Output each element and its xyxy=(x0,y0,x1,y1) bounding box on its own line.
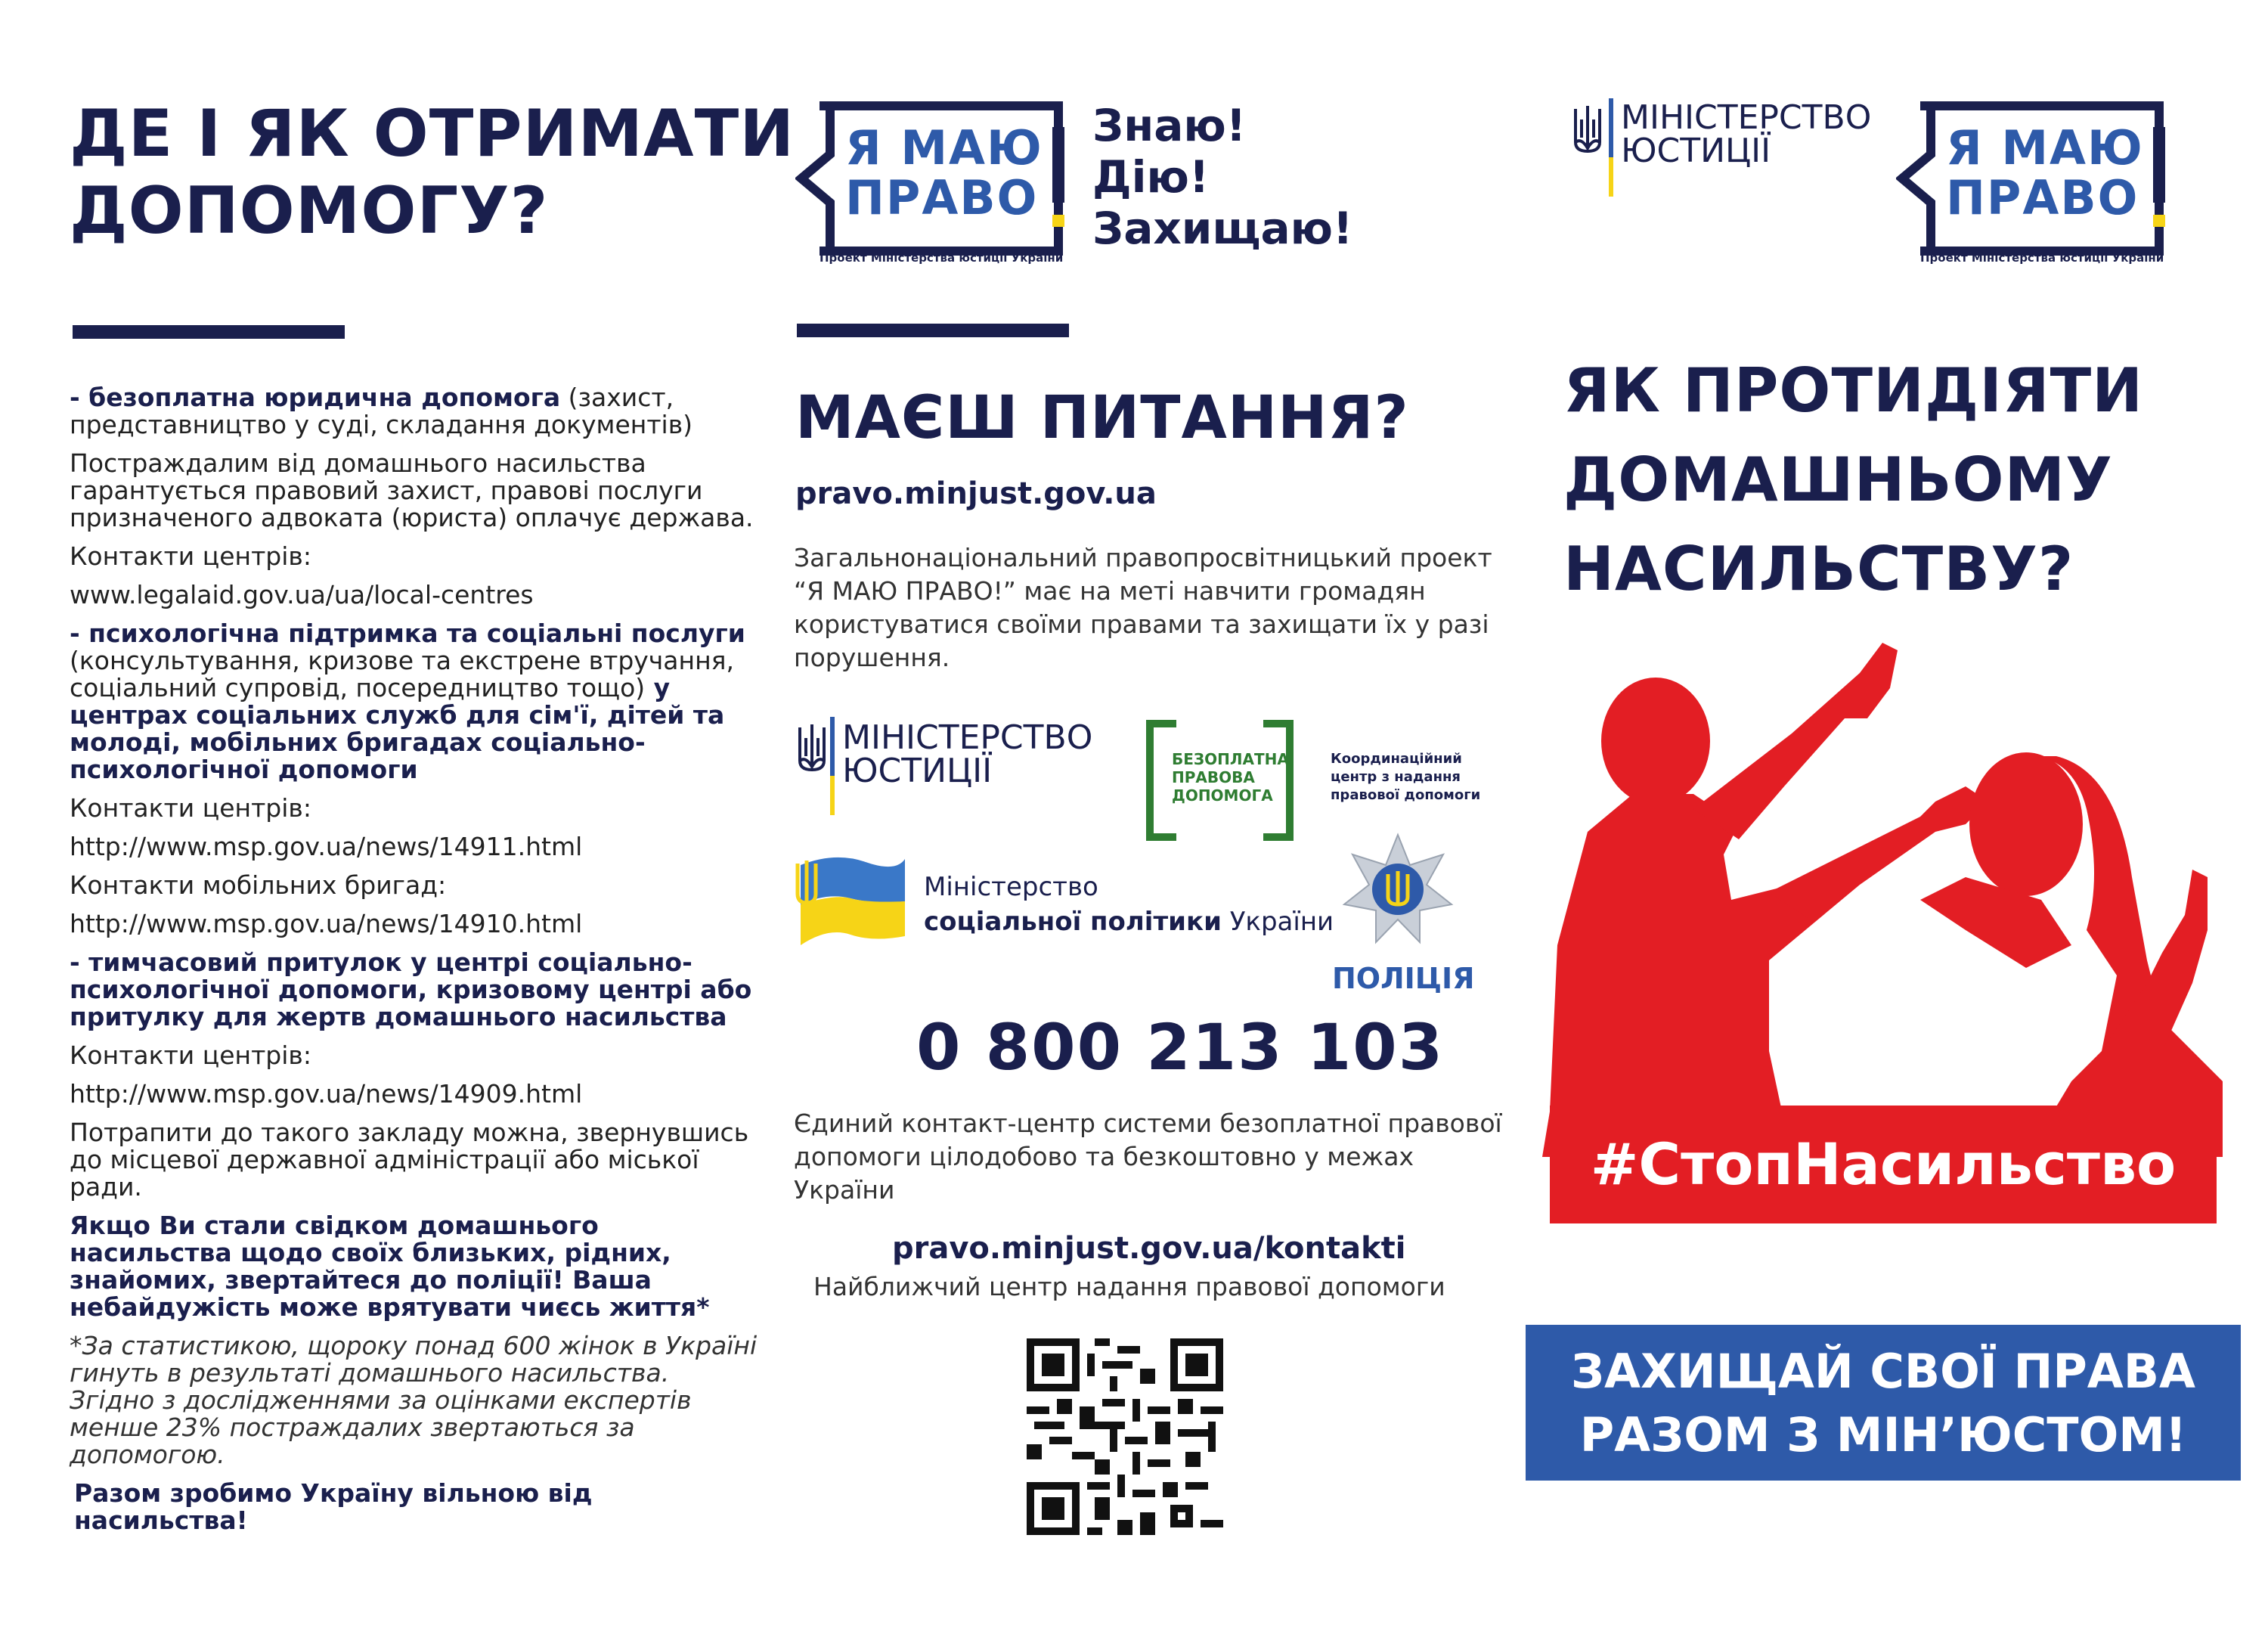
item-legal-aid xyxy=(70,384,769,439)
qr-code[interactable] xyxy=(1027,1338,1223,1535)
minjust-line1: МІНІСТЕРСТВО xyxy=(842,718,1093,757)
logo-bracket-icon xyxy=(1896,101,1941,256)
question-heading: МАЄШ ПИТАННЯ? xyxy=(795,384,1409,452)
msp-bold: соціальної політики xyxy=(924,907,1222,937)
logo-line1: Я МАЮ xyxy=(1946,120,2144,175)
msp-text xyxy=(924,870,1334,939)
coord-line2: центр з надання xyxy=(1331,769,1461,785)
item-legal-aid-detail: (захист, представництво у суді, складання документів) xyxy=(70,383,693,439)
protect-rights-banner xyxy=(1526,1325,2241,1481)
main-heading-line1: ЯК ПРОТИДІЯТИ xyxy=(1563,355,2144,426)
ukraine-flag-icon xyxy=(790,851,911,950)
left-heading xyxy=(70,95,795,250)
legal-aid-line1: БЕЗОПЛАТНА xyxy=(1172,750,1289,768)
ya-mayu-pravo-logo-header xyxy=(1896,101,2168,268)
msp-line1: Міністерство xyxy=(924,872,1098,902)
slogan-act: Дію! xyxy=(1092,151,1210,203)
left-heading-line2: ДОПОМОГУ? xyxy=(70,173,549,249)
logo-line2: ПРАВО xyxy=(1946,170,2139,225)
statistics-note-1: *За статистикою, щороку понад 600 жінок в Україні гинуть в результаті домашнього насильства. xyxy=(70,1331,758,1388)
item-psych-detail: (консультування, кризове та екстрене втручання, соціальний супровід, посередництво тощо) xyxy=(70,646,735,702)
free-legal-aid-logo xyxy=(1146,720,1301,832)
coord-line3: правової допомоги xyxy=(1331,787,1481,803)
ya-mayu-pravo-logo xyxy=(795,101,1067,268)
legal-aid-line3: ДОПОМОГА xyxy=(1172,786,1273,805)
trident-icon xyxy=(795,721,829,782)
banner-line1: ЗАХИЩАЙ СВОЇ ПРАВА xyxy=(1570,1344,2196,1399)
trident-icon xyxy=(1571,103,1604,163)
msp-url-14910[interactable]: http://www.msp.gov.ua/news/14910.html xyxy=(70,909,583,938)
mobile-brigades-label: Контакти мобільних бригад: xyxy=(70,870,447,900)
minjust-logo-header xyxy=(1571,98,1872,197)
slogan-know: Знаю! xyxy=(1092,100,1247,151)
legal-aid-text xyxy=(1172,750,1289,805)
logo-subtitle: Проект Міністерства юстиції України xyxy=(1920,251,2164,265)
police-star-icon xyxy=(1341,832,1455,945)
logo-exclamation-dot xyxy=(2153,215,2165,227)
logo-bracket-icon xyxy=(795,101,841,256)
hotline-phone[interactable]: 0 800 213 103 xyxy=(916,1010,1445,1084)
main-heading-line2: ДОМАШНЬОМУ xyxy=(1563,445,2113,515)
minjust-line2: ЮСТИЦІЇ xyxy=(842,752,993,790)
logo-line1: Я МАЮ xyxy=(845,120,1043,175)
logo-subtitle: Проект Міністерства юстиції України xyxy=(820,251,1064,265)
logo-exclamation xyxy=(2153,127,2165,203)
witness-text: Якщо Ви стали свідком домашнього насильства щодо своїх близьких, рідних, знайомих, звертайтеся до поліції! Ваша небайдужість може врятувати чиєсь життя* xyxy=(70,1211,710,1322)
item-psychological-support xyxy=(70,620,769,783)
msp-url-14911[interactable]: http://www.msp.gov.ua/news/14911.html xyxy=(70,832,583,861)
msp-url-14909[interactable]: http://www.msp.gov.ua/news/14909.html xyxy=(70,1079,583,1109)
contacts-label: Контакти центрів: xyxy=(70,793,311,823)
contacts-label: Контакти центрів: xyxy=(70,1040,311,1070)
project-description: Загальнонаціональний правопросвітницький проект “Я МАЮ ПРАВО!” має на меті навчити громадян користуватися своїми правами та захищати їх у разі порушення. xyxy=(794,543,1492,672)
flag-stripe-yellow xyxy=(830,776,835,815)
logo-exclamation xyxy=(1052,127,1064,203)
left-content xyxy=(70,384,769,1546)
minjust-header-line1: МІНІСТЕРСТВО xyxy=(1621,98,1872,137)
legalaid-url[interactable]: www.legalaid.gov.ua/ua/local-centres xyxy=(70,580,534,609)
main-heading xyxy=(1563,346,2143,614)
hotline-description: Єдиний контакт-центр системи безоплатної правової допомоги цілодобово та безкоштовно у межах України xyxy=(794,1109,1502,1205)
flag-stripe-yellow xyxy=(1609,157,1613,197)
slogan-protect: Захищаю! xyxy=(1092,203,1353,254)
left-divider xyxy=(73,325,345,339)
police-logo xyxy=(1329,832,1475,998)
middle-divider xyxy=(797,324,1069,337)
qr-code-icon xyxy=(1027,1338,1223,1535)
item-shelter-title: - тимчасовий притулок у центрі соціально-психологічної допомоги, кризовому центрі або притулку для жертв домашнього насильства xyxy=(70,947,752,1031)
item-psych-where: у центрах соціальних служб для сім'ї, дітей та молоді, мобільних бригадах соціально-психологічної допомоги xyxy=(70,673,725,784)
coordination-center-text xyxy=(1331,750,1480,805)
witness-call xyxy=(70,1212,769,1321)
msp-line2 xyxy=(924,904,1334,939)
contacts-label: Контакти центрів: xyxy=(70,541,311,571)
main-heading-line3: НАСИЛЬСТВУ? xyxy=(1563,534,2074,604)
coord-line1: Координаційний xyxy=(1331,751,1462,767)
msp-flag-logo xyxy=(790,851,911,950)
logo-line2: ПРАВО xyxy=(845,170,1039,225)
shelter-access-text: Потрапити до такого закладу можна, звернувшись до місцевої державної адміністрації або міської ради. xyxy=(70,1118,749,1202)
legal-aid-description: Постраждалим від домашнього насильства гарантується правовий захист, правові послуги призначеного адвоката (юриста) оплачує держава. xyxy=(70,448,754,532)
logo-exclamation-dot xyxy=(1052,215,1064,227)
legal-aid-line2: ПРАВОВА xyxy=(1172,768,1255,786)
item-legal-aid-title: - безоплатна юридична допомога xyxy=(70,383,561,412)
slogan xyxy=(1092,100,1353,254)
banner-line2: РАЗОМ З МІН’ЮСТОМ! xyxy=(1579,1407,2187,1462)
contacts-link[interactable]: pravo.minjust.gov.ua/kontakti xyxy=(892,1231,1406,1266)
left-heading-line1: ДЕ І ЯК ОТРИМАТИ xyxy=(70,96,795,172)
site-link[interactable]: pravo.minjust.gov.ua xyxy=(795,476,1157,511)
minjust-logo xyxy=(795,717,1098,815)
minjust-header-line2: ЮСТИЦІЇ xyxy=(1621,132,1771,170)
closing-slogan: Разом зробимо Україну вільною від насильства! xyxy=(74,1478,593,1535)
item-shelter xyxy=(70,949,769,1031)
statistics-note-2: Згідно з дослідженнями за оцінками експертів менше 23% постраждалих звертаються за допомогою. xyxy=(70,1385,692,1469)
msp-country: України xyxy=(1221,907,1334,937)
police-label: ПОЛІЦІЯ xyxy=(1332,962,1475,995)
contacts-description: Найближчий центр надання правової допомоги xyxy=(813,1272,1445,1301)
stop-violence-hashtag: #СтопНасильство xyxy=(1550,1106,2217,1223)
item-psych-title: - психологічна підтримка та соціальні послуги xyxy=(70,619,745,648)
